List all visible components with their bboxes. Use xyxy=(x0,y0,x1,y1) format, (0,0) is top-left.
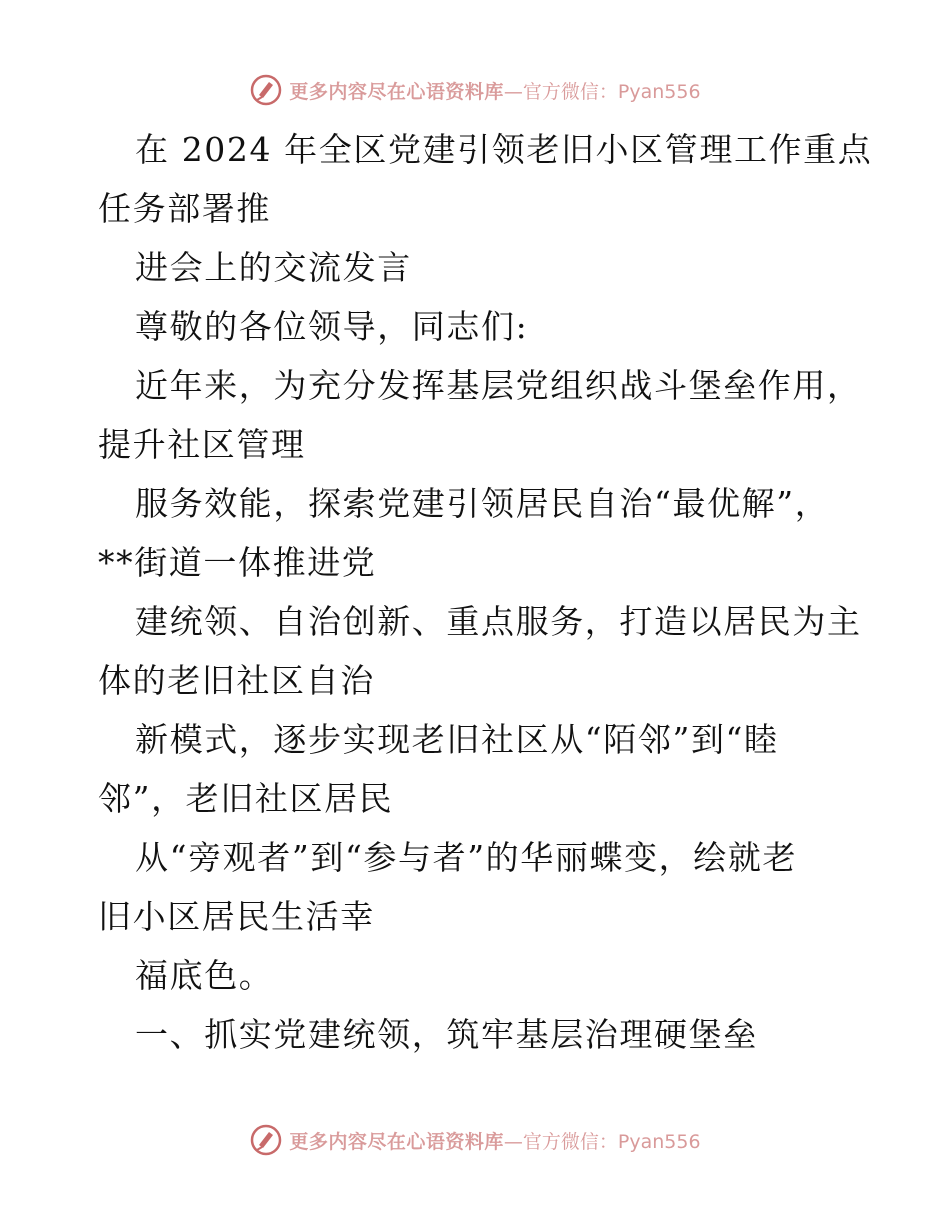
title-line-1: 在 2024 年全区党建引领老旧小区管理工作重点 xyxy=(135,130,873,169)
document-body xyxy=(98,120,873,1064)
paragraph-line: **街道一体推进党 xyxy=(98,543,377,582)
seal-logo-icon xyxy=(249,73,283,107)
salutation: 尊敬的各位领导，同志们: xyxy=(135,307,529,346)
paragraph-line: 建统领、自治创新、重点服务，打造以居民为主 xyxy=(135,602,862,641)
header-watermark xyxy=(0,70,950,110)
paragraph-line: 提升社区管理 xyxy=(98,425,306,464)
watermark-contact: —官方微信：Pyan556 xyxy=(503,1130,701,1153)
paragraph-line: 邻”，老旧社区居民 xyxy=(98,779,394,818)
paragraph-line: 服务效能，探索党建引领居民自治“最优解”， xyxy=(135,484,830,523)
seal-logo-icon xyxy=(249,1123,283,1157)
watermark-brand: 更多内容尽在心语资料库 xyxy=(289,1130,504,1153)
paragraph-line: 旧小区居民生活幸 xyxy=(98,897,375,936)
watermark-contact: —官方微信：Pyan556 xyxy=(503,80,701,103)
title-line-2: 任务部署推 xyxy=(98,189,271,228)
paragraph-line: 福底色。 xyxy=(135,956,274,995)
watermark-brand: 更多内容尽在心语资料库 xyxy=(289,80,504,103)
paragraph-line: 体的老旧社区自治 xyxy=(98,661,375,700)
footer-watermark xyxy=(0,1120,950,1160)
title-line-3: 进会上的交流发言 xyxy=(135,248,412,287)
paragraph-line: 从“旁观者”到“参与者”的华丽蝶变，绘就老 xyxy=(135,838,798,877)
paragraph-line: 新模式，逐步实现老旧社区从“陌邻”到“睦 xyxy=(135,720,779,759)
section-heading: 一、抓实党建统领，筑牢基层治理硬堡垒 xyxy=(135,1015,758,1054)
paragraph-line: 近年来，为充分发挥基层党组织战斗堡垒作用， xyxy=(135,366,862,405)
